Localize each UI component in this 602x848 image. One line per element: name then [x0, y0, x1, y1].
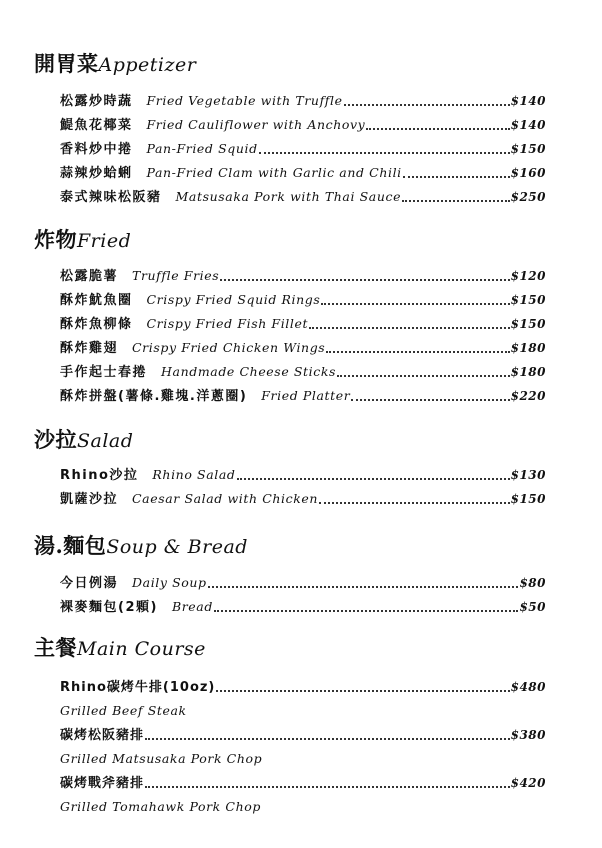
item-name-en: Rhino Salad	[152, 467, 236, 482]
menu-item-main	[60, 772, 546, 794]
item-price: $180	[510, 365, 546, 379]
dot-leader	[259, 152, 510, 154]
item-name-en: Grilled Matsusaka Pork Chop	[60, 751, 263, 766]
item-name-zh: 今日例湯	[60, 576, 119, 591]
section-title-zh: 主餐	[34, 635, 77, 660]
menu-item	[60, 313, 546, 335]
item-price: $140	[510, 118, 546, 132]
section-title-fried	[34, 227, 131, 254]
dot-leader	[366, 128, 509, 130]
menu-item	[60, 90, 546, 112]
dot-leader	[237, 478, 510, 480]
item-name-zh: 鯷魚花椰菜	[60, 118, 133, 133]
section-title-main-course	[34, 635, 206, 662]
dot-leader	[216, 690, 509, 692]
dot-leader	[319, 502, 510, 504]
item-name-en: Pan-Fried Clam with Garlic and Chili	[146, 165, 402, 180]
item-name-zh: Rhino碳烤牛排(10oz)	[60, 680, 216, 695]
menu-item	[60, 114, 546, 136]
dot-leader	[402, 200, 509, 202]
section-title-zh: 沙拉	[34, 427, 77, 452]
item-price: $160	[510, 166, 546, 180]
section-title-en: Salad	[77, 430, 134, 452]
item-price: $150	[510, 293, 546, 307]
section-title-soup-bread	[34, 533, 248, 560]
section-title-en: Main Course	[77, 638, 206, 660]
item-name-en: Grilled Beef Steak	[60, 703, 187, 718]
item-name-zh: 酥炸拼盤(薯條.雞塊.洋蔥圈)	[60, 389, 248, 404]
section-title-en: Soup & Bread	[106, 536, 248, 558]
item-price: $420	[510, 776, 546, 790]
item-price: $80	[519, 576, 546, 590]
menu-item-main	[60, 676, 546, 698]
item-name-zh: 酥炸魷魚圈	[60, 293, 133, 308]
item-name-zh: Rhino沙拉	[60, 468, 139, 483]
item-price: $150	[510, 142, 546, 156]
menu-item	[60, 361, 546, 383]
item-price: $250	[510, 190, 546, 204]
item-price: $120	[510, 269, 546, 283]
section-title-zh: 湯.麵包	[34, 533, 107, 558]
section-title-en: Appetizer	[98, 54, 197, 76]
dot-leader	[337, 375, 510, 377]
item-price: $50	[519, 600, 546, 614]
item-price: $180	[510, 341, 546, 355]
dot-leader	[403, 176, 510, 178]
menu-item	[60, 138, 546, 160]
item-name-zh: 酥炸雞翅	[60, 341, 119, 356]
item-name-en: Crispy Fried Squid Rings	[146, 292, 321, 307]
item-name-zh: 手作起士春捲	[60, 365, 148, 380]
dot-leader	[145, 738, 510, 740]
item-name-zh: 酥炸魚柳條	[60, 317, 133, 332]
item-name-zh: 松露脆薯	[60, 269, 119, 284]
item-name-zh: 碳烤戰斧豬排	[60, 776, 145, 791]
dot-leader	[344, 104, 510, 106]
item-name-zh: 凱薩沙拉	[60, 492, 119, 507]
section-title-zh: 開胃菜	[34, 51, 99, 76]
item-price: $150	[510, 492, 546, 506]
item-name-en: Daily Soup	[132, 575, 207, 590]
menu-item	[60, 572, 546, 594]
item-name-zh: 香料炒中捲	[60, 142, 133, 157]
section-title-salad	[34, 427, 133, 454]
item-name-en: Truffle Fries	[132, 268, 220, 283]
menu-item	[60, 488, 546, 510]
item-price: $220	[510, 389, 546, 403]
dot-leader	[208, 586, 519, 588]
item-name-zh: 松露炒時蔬	[60, 94, 133, 109]
item-price: $140	[510, 94, 546, 108]
item-name-en: Bread	[171, 599, 213, 614]
item-price: $380	[510, 728, 546, 742]
dot-leader	[326, 351, 509, 353]
section-title-appetizer	[34, 51, 196, 78]
item-name-en: Caesar Salad with Chicken	[132, 491, 319, 506]
menu-item	[60, 337, 546, 359]
menu-item-subtitle	[60, 796, 546, 818]
section-title-en: Fried	[77, 230, 132, 252]
item-name-en: Grilled Tomahawk Pork Chop	[60, 799, 261, 814]
item-name-en: Fried Cauliflower with Anchovy	[146, 117, 366, 132]
dot-leader	[214, 610, 518, 612]
item-name-en: Handmade Cheese Sticks	[161, 364, 337, 379]
menu-item	[60, 464, 546, 486]
item-name-en: Crispy Fried Fish Fillet	[146, 316, 309, 331]
item-price: $130	[510, 468, 546, 482]
menu-item	[60, 596, 546, 618]
menu-item-main	[60, 724, 546, 746]
menu-item-subtitle	[60, 700, 546, 722]
item-name-en: Crispy Fried Chicken Wings	[132, 340, 326, 355]
section-title-zh: 炸物	[34, 227, 77, 252]
menu-item	[60, 186, 546, 208]
menu-item-subtitle	[60, 748, 546, 770]
item-name-zh: 裸麥麵包(2顆)	[60, 600, 158, 615]
dot-leader	[309, 327, 509, 329]
item-name-en: Fried Vegetable with Truffle	[146, 93, 343, 108]
item-name-en: Pan-Fried Squid	[146, 141, 258, 156]
item-name-zh: 泰式辣味松阪豬	[60, 190, 162, 205]
menu-item	[60, 385, 546, 407]
item-price: $480	[510, 680, 546, 694]
item-name-zh: 蒜辣炒蛤蜊	[60, 166, 133, 181]
menu-item	[60, 162, 546, 184]
dot-leader	[321, 303, 509, 305]
dot-leader	[351, 399, 509, 401]
item-name-en: Fried Platter	[261, 388, 351, 403]
menu-item	[60, 265, 546, 287]
item-price: $150	[510, 317, 546, 331]
item-name-en: Matsusaka Pork with Thai Sauce	[175, 189, 402, 204]
dot-leader	[145, 786, 510, 788]
menu-item	[60, 289, 546, 311]
dot-leader	[220, 279, 509, 281]
item-name-zh: 碳烤松阪豬排	[60, 728, 145, 743]
